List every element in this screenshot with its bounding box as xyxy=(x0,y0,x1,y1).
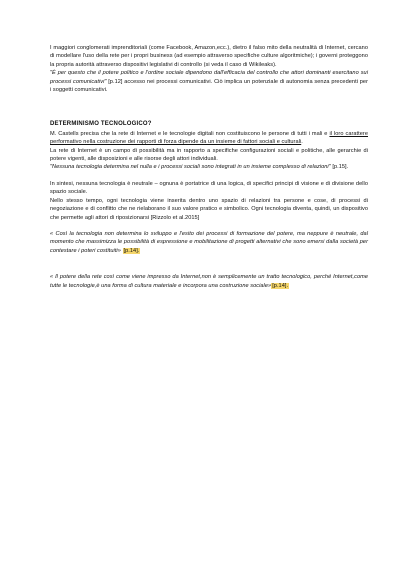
paragraph-castells-end: . xyxy=(301,139,303,146)
quote-technology-development xyxy=(50,230,368,255)
quote-network-text: « Il potere della rete così come viene impresso da Internet,non è semplicemente un tratto tecnologico, perché Internet,come tutte le tecnologie,è una forma di cultura materiale e incorpora una costruzione sociale» xyxy=(50,274,368,289)
quote-political-power: "È per questo che il potere politico e l'ordine sociale dipendono dall'efficacia del controllo che attori dominanti esercitano sui processi comunicativi" xyxy=(50,70,368,85)
paragraph-corporations: I maggiori conglomerati imprenditoriali (come Facebook, Amazon,ecc.), dietro il falso mito della neutralità di Internet, cercano di modellare l'uso della rete per i propri business (ad esempio attraverso specifiche culture algoritmiche); i governi proteggono la propria autorità attraverso dispositivi legislativi di controllo (si veda il caso di Wikileaks). xyxy=(50,45,368,68)
paragraph-summary: In sintesi, nessuna tecnologia è neutrale – ognuna è portatrice di una logica, di specifici principi di visione e di divisione dello spazio sociale. xyxy=(50,180,368,196)
paragraph-castells-start: M. Castells precisa che la rete di Internet e le tecnologie digitali non costituiscono le persone di tutti i mali e xyxy=(50,130,330,137)
paragraph-no-technology-ref: [p.15]. xyxy=(330,164,349,171)
highlighted-reference: [p.14]. xyxy=(272,282,289,289)
paragraph-internet-field: La rete di Internet è un campo di possibilità ma in rapporto a specifiche configurazioni sociali e politiche, alle gerarchie di potere vigenti, alle disposizioni e alle risorse degli attori individuali. xyxy=(50,147,368,163)
quote-no-technology: "Nessuna tecnologia determina nel nulla e i processi sociali sono integrati in un insieme complesso di relazioni" xyxy=(50,164,331,171)
quote-technology-text: « Così la tecnologia non determina lo sviluppo e l'esito dei processi di formazione del potere, ma neppure è neutrale, dal momento che massimizza le possibilità di espressione e mobilitazione di progetti alternativi che sono emersi dalla società per contestare i poteri costituiti» xyxy=(50,230,368,254)
paragraph-political-power xyxy=(50,69,368,94)
underlined-phrase: il loro carattere performativo nella costruzione dei rapporti di forza dipende da un insieme di fattori sociali e culturali xyxy=(50,130,368,146)
paragraph-castells xyxy=(50,130,368,147)
highlighted-reference: [p.14]. xyxy=(123,247,140,254)
quote-network-power xyxy=(50,273,368,290)
paragraph-relations: Nello stesso tempo, ogni tecnologia viene inserita dentro uno spazio di relazioni tra persone e cose, di processi di negoziazione e di conflitto che ne rielaborano il suo valore pratico e simbolico. Ogni tecnologia diventa, quindi, un dispositivo che permette agli attori di riposizionarsi [Rizzolo et al.2015] xyxy=(50,197,368,221)
paragraph-political-power-tail: [p.12] accesso nei processi comunicativi. Ciò implica un potenziale di autonomia senza precedenti per i soggetti comunicativi. xyxy=(50,78,368,94)
section-heading: DETERMINISMO TECNOLOGICO? xyxy=(50,121,152,128)
paragraph-no-technology xyxy=(50,163,368,171)
